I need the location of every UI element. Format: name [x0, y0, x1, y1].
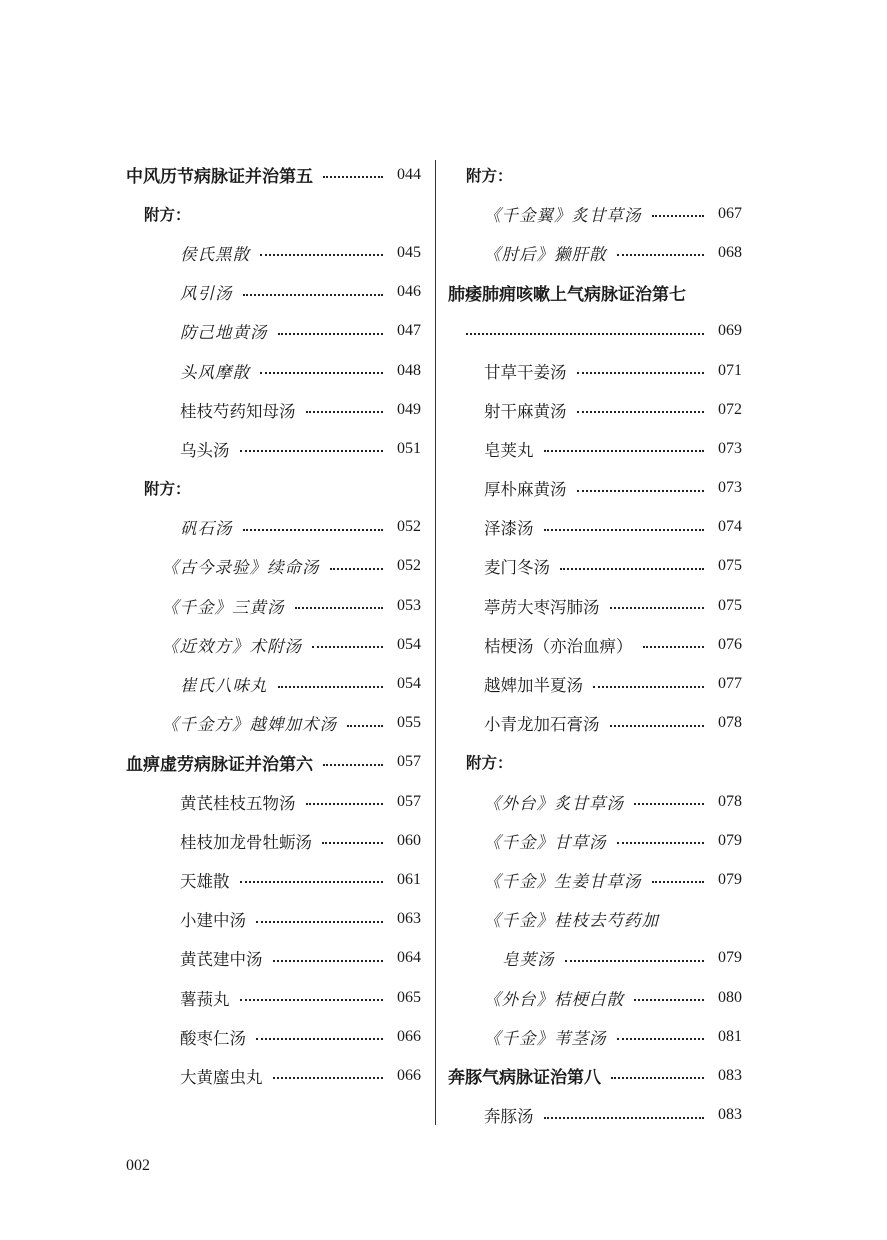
dot-leader — [617, 253, 705, 256]
toc-entry — [448, 782, 742, 821]
dot-leader — [593, 685, 704, 688]
toc-right-column — [448, 155, 742, 1135]
toc-entry-title: 黄芪建中汤 — [180, 950, 263, 970]
toc-entry-page: 074 — [718, 518, 742, 536]
toc-entry — [126, 1017, 421, 1056]
toc-entry-title: 黄芪桂枝五物汤 — [180, 793, 296, 813]
toc-entry — [448, 233, 742, 272]
toc-entry-title: 奔豚气病脉证治第八 — [448, 1068, 601, 1089]
toc-entry — [126, 312, 421, 351]
toc-chapter-heading — [448, 273, 742, 312]
toc-entry-title: 桔梗汤（亦治血痹） — [484, 636, 633, 656]
toc-entry-page: 054 — [397, 635, 421, 653]
toc-entry — [126, 351, 421, 390]
dot-leader — [278, 685, 384, 688]
dot-leader — [652, 214, 705, 217]
toc-entry-title: 附方： — [144, 479, 191, 499]
column-divider — [435, 160, 436, 1125]
toc-entry-page: 048 — [397, 361, 421, 379]
toc-entry-title: 麦门冬汤 — [484, 558, 550, 578]
toc-entry-title: 《外台》炙甘草汤 — [484, 793, 624, 813]
toc-entry — [448, 978, 742, 1017]
toc-entry — [126, 782, 421, 821]
toc-entry — [448, 508, 742, 547]
dot-leader — [652, 880, 705, 883]
toc-entry-title: 葶苈大枣泻肺汤 — [484, 597, 600, 617]
toc-entry-page: 061 — [397, 870, 421, 888]
toc-entry — [448, 194, 742, 233]
toc-entry-title: 血痹虚劳病脉证并治第六 — [126, 754, 313, 775]
toc-entry-title: 矾石汤 — [180, 519, 233, 539]
toc-entry — [126, 508, 421, 547]
toc-entry — [126, 860, 421, 899]
toc-entry-page: 075 — [718, 596, 742, 614]
dot-leader — [323, 175, 383, 178]
toc-entry — [126, 586, 421, 625]
toc-entry-title: 泽漆汤 — [484, 519, 534, 539]
toc-entry-page: 065 — [397, 988, 421, 1006]
toc-entry-title: 肺痿肺痈咳嗽上气病脉证治第七 — [448, 284, 686, 305]
dot-leader — [306, 410, 384, 413]
toc-entry — [448, 351, 742, 390]
toc-entry-title: 小青龙加石膏汤 — [484, 715, 600, 735]
dot-leader — [617, 841, 705, 844]
toc-entry-page: 079 — [718, 831, 742, 849]
toc-entry — [126, 939, 421, 978]
dot-leader — [610, 724, 705, 727]
toc-entry-title: 头风摩散 — [180, 362, 250, 382]
toc-entry-title: 大黄䗪虫丸 — [180, 1067, 263, 1087]
dot-leader — [565, 959, 705, 962]
dot-leader — [560, 567, 704, 570]
toc-subheading — [448, 743, 742, 782]
toc-entry-title: 薯蓣丸 — [180, 989, 230, 1009]
toc-entry — [448, 1096, 742, 1135]
toc-entry-title: 《古今录验》续命汤 — [162, 558, 320, 578]
toc-entry-title: 《千金翼》炙甘草汤 — [484, 205, 642, 225]
toc-entry-page: 060 — [397, 831, 421, 849]
toc-entry — [448, 900, 742, 939]
toc-entry-page: 052 — [397, 557, 421, 575]
toc-entry-page: 079 — [718, 949, 742, 967]
toc-entry-title: 《千金方》越婢加术汤 — [162, 715, 337, 735]
toc-subheading — [126, 194, 421, 233]
toc-entry — [126, 821, 421, 860]
toc-entry-title: 桂枝芍药知母汤 — [180, 401, 296, 421]
dot-leader — [273, 1076, 384, 1079]
toc-entry — [448, 821, 742, 860]
toc-entry — [448, 939, 742, 978]
dot-leader — [466, 332, 704, 335]
dot-leader — [312, 645, 383, 648]
toc-entry-title: 中风历节病脉证并治第五 — [126, 167, 313, 188]
toc-entry — [126, 429, 421, 468]
toc-entry — [126, 900, 421, 939]
toc-entry-title: 防己地黄汤 — [180, 323, 268, 343]
toc-entry — [448, 1017, 742, 1056]
toc-entry-title: 厚朴麻黄汤 — [484, 480, 567, 500]
toc-entry-page: 053 — [397, 596, 421, 614]
toc-entry — [448, 664, 742, 703]
dot-leader — [240, 998, 384, 1001]
toc-entry — [448, 704, 742, 743]
toc-entry-title: 《千金》生姜甘草汤 — [484, 871, 642, 891]
toc-entry-page: 083 — [718, 1106, 742, 1124]
toc-entry-page: 073 — [718, 479, 742, 497]
dot-leader — [330, 567, 384, 570]
toc-entry — [126, 664, 421, 703]
toc-entry — [126, 273, 421, 312]
toc-entry-page: 052 — [397, 518, 421, 536]
toc-chapter-heading — [126, 743, 421, 782]
toc-entry — [448, 586, 742, 625]
toc-entry-title: 《千金》桂枝去芍药加 — [484, 911, 659, 931]
toc-entry-title: 射干麻黄汤 — [484, 401, 567, 421]
toc-entry-page: 064 — [397, 949, 421, 967]
toc-entry-page: 045 — [397, 243, 421, 261]
dot-leader — [643, 645, 705, 648]
toc-entry-page: 081 — [718, 1027, 742, 1045]
toc-entry-title: 甘草干姜汤 — [484, 362, 567, 382]
toc-entry-page: 072 — [718, 400, 742, 418]
toc-chapter-heading — [126, 155, 421, 194]
toc-entry-page: 075 — [718, 557, 742, 575]
toc-entry-page: 067 — [718, 204, 742, 222]
toc-entry-title: 附方： — [144, 204, 191, 224]
toc-entry — [126, 233, 421, 272]
dot-leader — [577, 371, 705, 374]
toc-entry-page: 077 — [718, 675, 742, 693]
toc-entry-page: 057 — [397, 792, 421, 810]
toc-entry-page: 078 — [718, 792, 742, 810]
dot-leader — [544, 449, 705, 452]
toc-entry-title: 皂荚丸 — [484, 440, 534, 460]
toc-entry-title: 越婢加半夏汤 — [484, 676, 583, 696]
dot-leader — [617, 1037, 705, 1040]
toc-entry-title: 侯氏黑散 — [180, 244, 250, 264]
dot-leader — [634, 998, 704, 1001]
toc-entry-page: 079 — [718, 870, 742, 888]
toc-entry — [126, 978, 421, 1017]
dot-leader — [260, 253, 383, 256]
dot-leader — [611, 1076, 704, 1079]
toc-entry-page: 057 — [397, 753, 421, 771]
dot-leader — [577, 410, 705, 413]
dot-leader — [544, 1116, 705, 1119]
toc-chapter-heading — [448, 1056, 742, 1095]
toc-left-column — [126, 155, 421, 1096]
toc-entry — [126, 625, 421, 664]
toc-entry — [448, 312, 742, 351]
toc-entry-page: 078 — [718, 714, 742, 732]
dot-leader — [273, 959, 384, 962]
toc-entry-title: 乌头汤 — [180, 440, 230, 460]
toc-entry-title: 崔氏八味丸 — [180, 676, 268, 696]
toc-entry-title: 奔豚汤 — [484, 1107, 534, 1127]
toc-entry — [126, 1056, 421, 1095]
toc-entry — [448, 625, 742, 664]
toc-entry-page: 073 — [718, 439, 742, 457]
toc-entry — [448, 390, 742, 429]
toc-entry-title: 附方： — [466, 165, 513, 185]
dot-leader — [260, 371, 383, 374]
toc-entry — [448, 429, 742, 468]
toc-entry — [448, 860, 742, 899]
toc-entry — [448, 547, 742, 586]
toc-entry-title: 酸枣仁汤 — [180, 1028, 246, 1048]
toc-entry-title: 《千金》三黄汤 — [162, 597, 285, 617]
toc-entry-title: 附方： — [466, 753, 513, 773]
dot-leader — [243, 528, 384, 531]
dot-leader — [322, 841, 383, 844]
toc-entry-title: 天雄散 — [180, 871, 230, 891]
toc-entry-page: 044 — [397, 165, 421, 183]
toc-entry-page: 080 — [718, 988, 742, 1006]
toc-entry — [126, 704, 421, 743]
toc-entry-title: 《近效方》术附汤 — [162, 636, 302, 656]
dot-leader — [347, 724, 383, 727]
toc-entry — [448, 469, 742, 508]
toc-entry-title: 风引汤 — [180, 284, 233, 304]
toc-entry-page: 054 — [397, 675, 421, 693]
dot-leader — [323, 763, 383, 766]
toc-entry-page: 071 — [718, 361, 742, 379]
toc-entry — [126, 547, 421, 586]
toc-entry-page: 046 — [397, 283, 421, 301]
dot-leader — [240, 880, 384, 883]
toc-entry-page: 047 — [397, 322, 421, 340]
page-number: 002 — [126, 1157, 150, 1174]
dot-leader — [634, 802, 704, 805]
toc-entry-page: 069 — [718, 322, 742, 340]
toc-entry-page: 049 — [397, 400, 421, 418]
dot-leader — [544, 528, 705, 531]
toc-subheading — [448, 155, 742, 194]
dot-leader — [295, 606, 384, 609]
dot-leader — [278, 332, 384, 335]
toc-entry-title: 小建中汤 — [180, 911, 246, 931]
toc-entry-title: 《千金》苇茎汤 — [484, 1028, 607, 1048]
toc-entry-page: 063 — [397, 910, 421, 928]
toc-entry-page: 051 — [397, 439, 421, 457]
toc-entry-page: 083 — [718, 1066, 742, 1084]
dot-leader — [577, 489, 705, 492]
dot-leader — [306, 802, 384, 805]
dot-leader — [243, 293, 384, 296]
toc-entry-title: 皂荚汤 — [502, 950, 555, 970]
toc-entry-page: 076 — [718, 635, 742, 653]
dot-leader — [240, 449, 384, 452]
toc-subheading — [126, 469, 421, 508]
dot-leader — [256, 1037, 383, 1040]
toc-entry — [126, 390, 421, 429]
dot-leader — [610, 606, 705, 609]
toc-entry-page: 055 — [397, 714, 421, 732]
toc-entry-page: 066 — [397, 1066, 421, 1084]
toc-entry-title: 《千金》甘草汤 — [484, 832, 607, 852]
toc-entry-page: 068 — [718, 243, 742, 261]
toc-entry-title: 《外台》桔梗白散 — [484, 989, 624, 1009]
toc-entry-title: 《肘后》獭肝散 — [484, 244, 607, 264]
dot-leader — [256, 920, 383, 923]
toc-entry-title: 桂枝加龙骨牡蛎汤 — [180, 832, 312, 852]
toc-entry-page: 066 — [397, 1027, 421, 1045]
